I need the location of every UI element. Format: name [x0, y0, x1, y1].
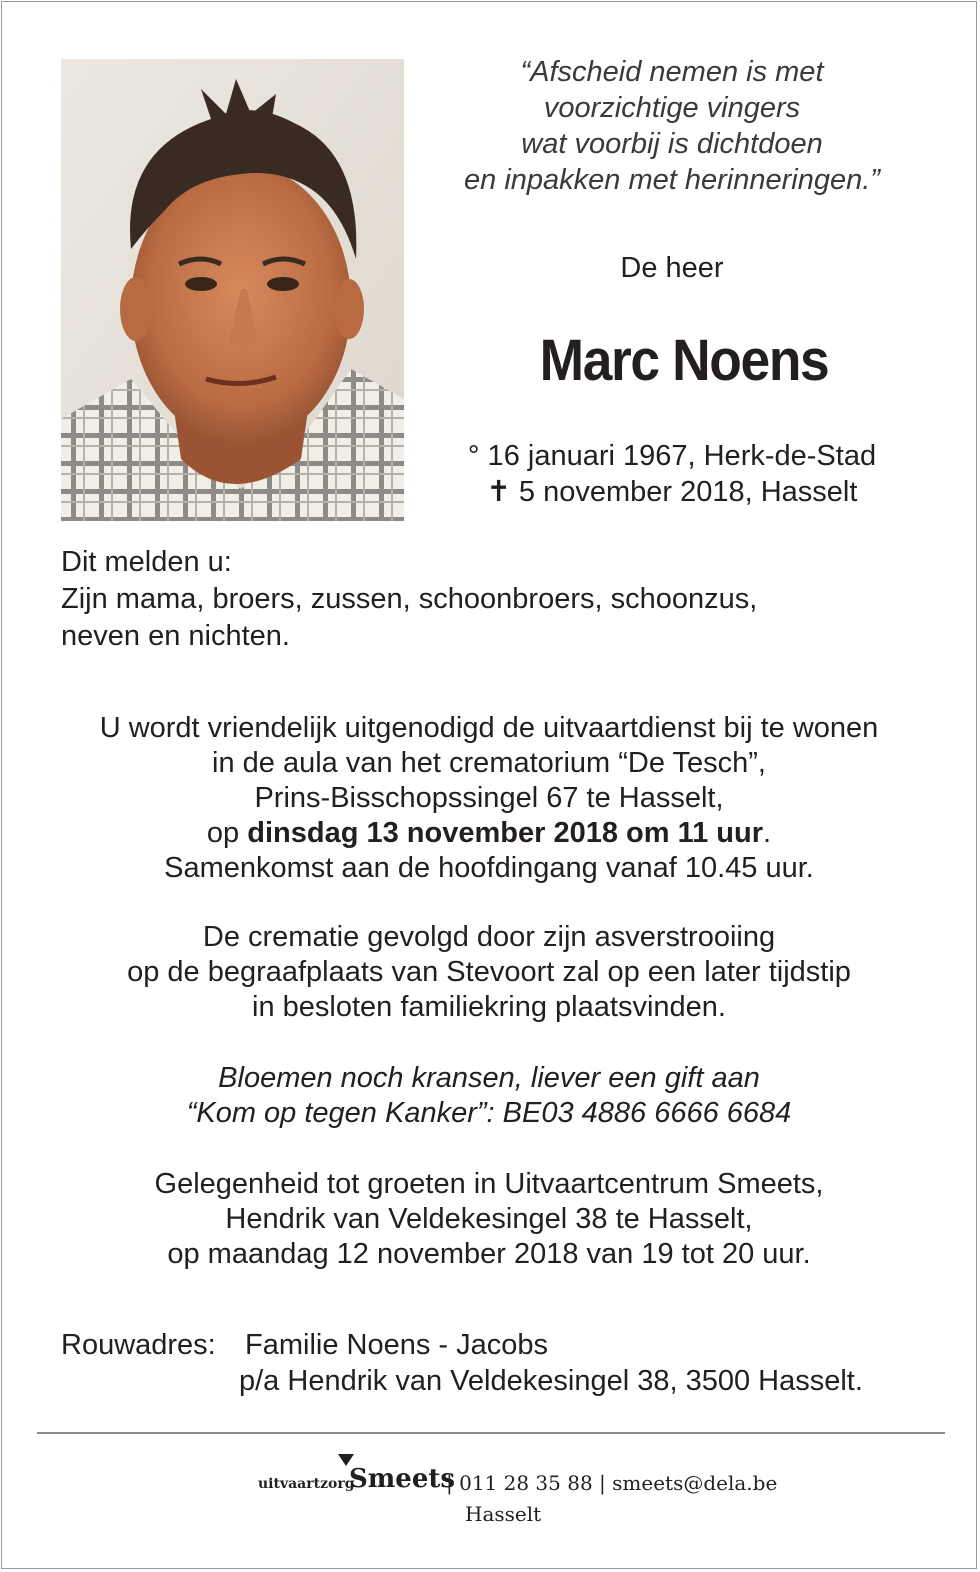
deceased-name: Marc Noens — [539, 328, 829, 393]
invitation-line: Prins-Bisschopssingel 67 te Hasselt, — [254, 782, 724, 814]
flowers-block — [22, 1061, 956, 1131]
life-dates — [442, 438, 902, 510]
quote-line: en inpakken met herinneringen.” — [464, 164, 880, 196]
mourning-address — [61, 1327, 941, 1399]
announcement-line: Zijn mama, broers, zussen, schoonbroers, schoonzus, — [61, 583, 758, 615]
footer-divider — [37, 1432, 945, 1434]
cremation-line: De crematie gevolgd door zijn asverstrooiing — [202, 921, 776, 953]
footer-brand-row — [202, 1454, 782, 1494]
announcement-line: neven en nichten. — [61, 620, 290, 652]
funeral-home-footer — [202, 1454, 782, 1526]
brand-name: Smeets — [349, 1464, 456, 1494]
birth-date: ° 16 januari 1967, Herk-de-Stad — [467, 440, 877, 472]
address-label: Rouwadres: — [61, 1329, 216, 1361]
invitation-line: U wordt vriendelijk uitgenodigd de uitvaartdienst bij te wonen — [99, 712, 879, 744]
service-date: dinsdag 13 november 2018 om 11 uur — [247, 817, 764, 849]
invitation-block — [22, 711, 956, 886]
portrait-photo — [61, 59, 404, 521]
invitation-line: in de aula van het crematorium “De Tesch”, — [212, 747, 766, 779]
cremation-line: op de begraafplaats van Stevoort zal op een later tijdstip — [127, 956, 851, 988]
announcement-block — [61, 544, 941, 655]
address-family: Familie Noens - Jacobs — [245, 1329, 548, 1361]
service-date-prefix: op — [206, 817, 248, 849]
visitation-line: Gelegenheid tot groeten in Uitvaartcentrum Smeets, — [154, 1168, 824, 1200]
address-line-2: p/a Hendrik van Veldekesingel 38, 3500 Hasselt. — [239, 1365, 863, 1397]
contact-info: | 011 28 35 88 | smeets@dela.be — [446, 1471, 778, 1495]
service-date-line — [22, 816, 956, 851]
quote-line: “Afscheid nemen is met — [520, 56, 824, 88]
flowers-line: “Kom op tegen Kanker”: BE03 4886 6666 6684 — [186, 1097, 792, 1129]
obituary-card — [1, 1, 977, 1569]
quote-line: voorzichtige vingers — [543, 92, 801, 124]
death-date: ✝ 5 november 2018, Hasselt — [486, 476, 858, 508]
flowers-line: Bloemen noch kransen, liever een gift aan — [218, 1062, 760, 1094]
quote-line: wat voorbij is dichtdoen — [521, 128, 823, 160]
quote-block — [432, 54, 912, 198]
visitation-line: op maandag 12 november 2018 van 19 tot 20 uur. — [167, 1238, 811, 1270]
service-date-suffix: . — [763, 817, 772, 849]
cremation-line: in besloten familiekring plaatsvinden. — [252, 991, 726, 1023]
cremation-block — [22, 920, 956, 1025]
portrait-illustration — [61, 59, 404, 521]
gathering-line: Samenkomst aan de hoofdingang vanaf 10.45 uur. — [164, 852, 814, 884]
visitation-line: Hendrik van Veldekesingel 38 te Hasselt, — [225, 1203, 753, 1235]
brand-prefix: uitvaartzorg — [258, 1476, 355, 1492]
address-line-1 — [61, 1327, 941, 1363]
visitation-block — [22, 1167, 956, 1272]
announcement-line: Dit melden u: — [61, 546, 232, 578]
footer-city: Hasselt — [465, 1502, 542, 1526]
honorific: De heer — [620, 252, 724, 284]
